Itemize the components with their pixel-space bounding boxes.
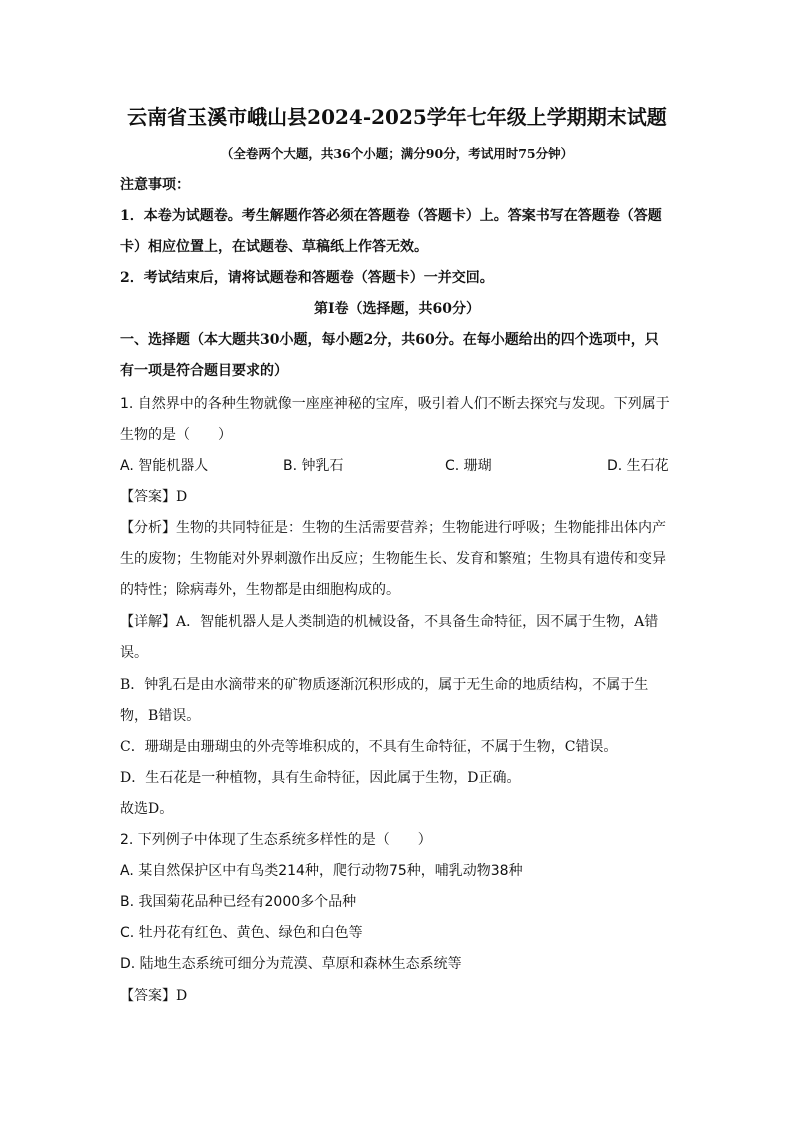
q2-option-b: B. 我国菊花品种已经有2000多个品种 [120, 894, 357, 910]
q1-detail-line-6: D．生石花是一种植物，具有生命特征，因此属于生物，D正确。 [120, 770, 521, 786]
q1-detail-line-3: B．钟乳石是由水滴带来的矿物质逐渐沉积形成的，属于无生命的地质结构，不属于生 [120, 677, 649, 693]
notice-item-2: 2．考试结束后，请将试题卷和答题卷（答题卡）一并交回。 [120, 270, 494, 286]
q1-stem-line-1: 1. 自然界中的各种生物就像一座座神秘的宝库，吸引着人们不断去探究与发现。下列属于 [120, 396, 670, 412]
q1-analysis-line-1: 【分析】生物的共同特征是：生物的生活需要营养；生物能进行呼吸；生物能排出体内产 [120, 520, 666, 536]
section-heading: 第Ⅰ卷（选择题，共60分） [313, 301, 481, 317]
q2-option-c: C. 牡丹花有红色、黄色、绿色和白色等 [120, 925, 363, 941]
notice-item-1-line-1: 1．本卷为试题卷。考生解题作答必须在答题卷（答题卡）上。答案书写在答题卷（答题 [120, 208, 662, 224]
q1-analysis-line-3: 的特性；除病毒外，生物都是由细胞构成的。 [120, 582, 400, 598]
q1-option-d: D. 生石花 [607, 458, 669, 474]
notice-heading: 注意事项： [120, 177, 190, 193]
q1-answer: 【答案】D [120, 489, 188, 505]
page-title: 云南省玉溪市峨山县2024-2025学年七年级上学期期末试题 [127, 105, 667, 129]
q1-stem-line-2: 生物的是（ ） [120, 427, 232, 443]
q1-option-b: B. 钟乳石 [283, 458, 344, 474]
q1-detail-line-5: C．珊瑚是由珊瑚虫的外壳等堆积成的，不具有生命特征，不属于生物，C错误。 [120, 739, 618, 755]
section-instructions-line-1: 一、选择题（本大题共30小题，每小题2分，共60分。在每小题给出的四个选项中，只 [120, 332, 659, 348]
q1-detail-line-2: 误。 [120, 645, 148, 661]
q1-detail-line-4: 物，B错误。 [120, 708, 201, 724]
q2-option-a: A. 某自然保护区中有鸟类214种，爬行动物75种，哺乳动物38种 [120, 863, 523, 879]
exam-info: （全卷两个大题，共36个小题；满分90分，考试用时75分钟） [220, 146, 574, 161]
q1-option-a: A. 智能机器人 [120, 458, 209, 474]
q1-detail-line-1: 【详解】A．智能机器人是人类制造的机械设备，不具备生命特征，因不属于生物，A错 [120, 614, 659, 630]
q1-analysis-line-2: 生的废物；生物能对外界刺激作出反应；生物能生长、发育和繁殖；生物具有遗传和变异 [120, 551, 666, 567]
section-instructions-line-2: 有一项是符合题目要求的） [120, 363, 288, 379]
q2-stem: 2. 下列例子中体现了生态系统多样性的是（ ） [120, 832, 432, 848]
q1-option-c: C. 珊瑚 [445, 458, 492, 474]
q1-conclusion: 故选D。 [120, 801, 174, 817]
q2-option-d: D. 陆地生态系统可细分为荒漠、草原和森林生态系统等 [120, 956, 462, 972]
notice-item-1-line-2: 卡）相应位置上，在试题卷、草稿纸上作答无效。 [120, 239, 428, 255]
q2-answer: 【答案】D [120, 988, 188, 1004]
